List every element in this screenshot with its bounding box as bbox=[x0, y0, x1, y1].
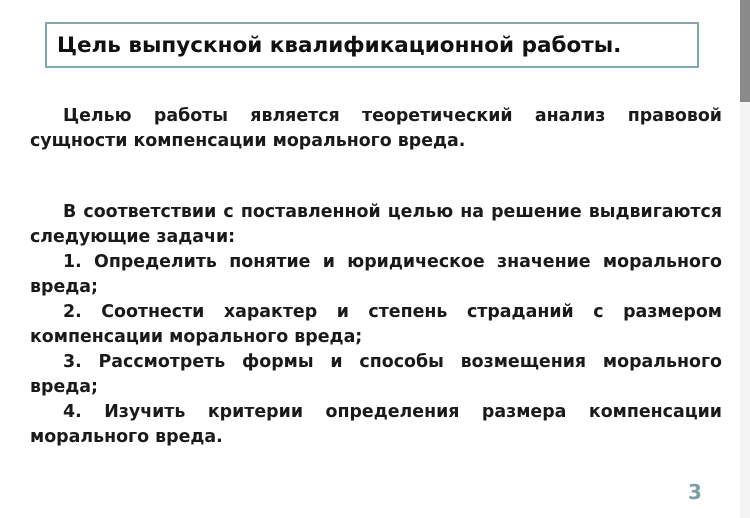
tasks-intro-paragraph: В соответствии с поставленной целью на решение выдвигаются следующие задачи: bbox=[30, 202, 722, 247]
task-item-4: 4. Изучить критерии определения размера компенсации морального вреда. bbox=[30, 402, 722, 447]
title-box bbox=[45, 22, 699, 68]
task-item-1: 1. Определить понятие и юридическое значение морального вреда; bbox=[30, 252, 722, 297]
page-number: 3 bbox=[688, 480, 702, 504]
task-item-2: 2. Соотнести характер и степень страданий с размером компенсации морального вреда; bbox=[30, 302, 722, 347]
scrollbar-track[interactable] bbox=[740, 0, 750, 518]
task-item-3: 3. Рассмотреть формы и способы возмещения морального вреда; bbox=[30, 352, 722, 397]
paragraph-spacer bbox=[30, 154, 722, 200]
goal-paragraph: Целью работы является теоретический анализ правовой сущности компенсации морального вреда. bbox=[30, 106, 722, 151]
slide-title: Цель выпускной квалификационной работы. bbox=[57, 32, 622, 58]
scrollbar-thumb[interactable] bbox=[740, 0, 750, 102]
slide-body bbox=[30, 104, 722, 450]
